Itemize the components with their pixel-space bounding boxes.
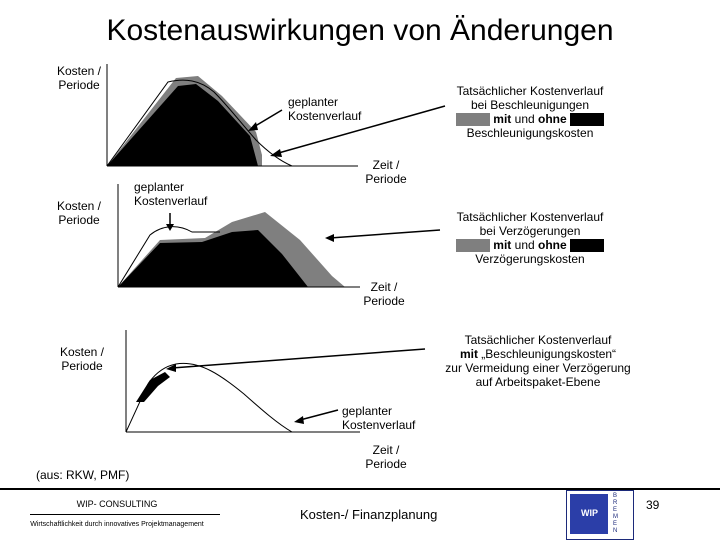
ylabel-panel-2: Kosten / Periode	[56, 199, 102, 227]
arrowhead-actual-1	[270, 149, 282, 157]
xlabel-panel-3: Zeit / Periode	[365, 443, 407, 471]
planned-label-panel-2: geplanter Kostenverlauf	[134, 180, 208, 208]
swatch-with-costs-2	[456, 239, 490, 252]
description-panel-1: Tatsächlicher Kostenverlauf bei Beschleunigungen mit und ohne Beschleunigungskosten	[456, 84, 604, 141]
page-title: Kostenauswirkungen von Änderungen	[106, 14, 614, 47]
swatch-without-costs-1	[570, 113, 604, 126]
panel-acceleration-chart	[107, 64, 445, 166]
arrow-planned-3	[300, 410, 338, 420]
logo-text: WIP	[581, 508, 598, 518]
footer-tagline: Wirtschaftlichkeit durch innovatives Projektmanagement	[30, 521, 204, 528]
arrow-actual-3	[172, 349, 425, 368]
xlabel-panel-1: Zeit / Periode	[365, 158, 407, 186]
planned-label-panel-3: geplanter Kostenverlauf	[342, 404, 416, 432]
company-logo	[566, 490, 634, 540]
logo-letters: BREMEN	[613, 493, 618, 534]
area-avoidance-costs	[136, 372, 170, 402]
swatch-without-costs-2	[570, 239, 604, 252]
area-without-acceleration-costs	[107, 84, 258, 166]
xlabel-panel-2: Zeit / Periode	[363, 280, 405, 308]
swatch-with-costs-1	[456, 113, 490, 126]
footer-company-rule	[30, 514, 220, 515]
page-number: 39	[646, 498, 660, 512]
footer-company: WIP- CONSULTING	[76, 499, 158, 509]
footer-section-title: Kosten-/ Finanzplanung	[300, 507, 438, 522]
planned-label-panel-1: geplanter Kostenverlauf	[288, 95, 362, 123]
ylabel-panel-3: Kosten / Periode	[59, 345, 105, 373]
description-panel-3: Tatsächlicher Kostenverlauf mit „Beschleunigungskosten“ zur Vermeidung einer Verzögerung auf Arbeitspaket-Ebene	[445, 333, 631, 389]
arrowhead-planned-3	[294, 416, 304, 424]
ylabel-panel-1: Kosten / Periode	[56, 64, 102, 92]
description-panel-2: Tatsächlicher Kostenverlauf bei Verzögerungen mit und ohne Verzögerungskosten	[456, 210, 604, 267]
planned-cost-curve-3	[126, 363, 292, 432]
source-note: (aus: RKW, PMF)	[36, 468, 130, 482]
arrow-actual-2	[330, 230, 440, 238]
arrowhead-actual-2	[325, 234, 334, 242]
